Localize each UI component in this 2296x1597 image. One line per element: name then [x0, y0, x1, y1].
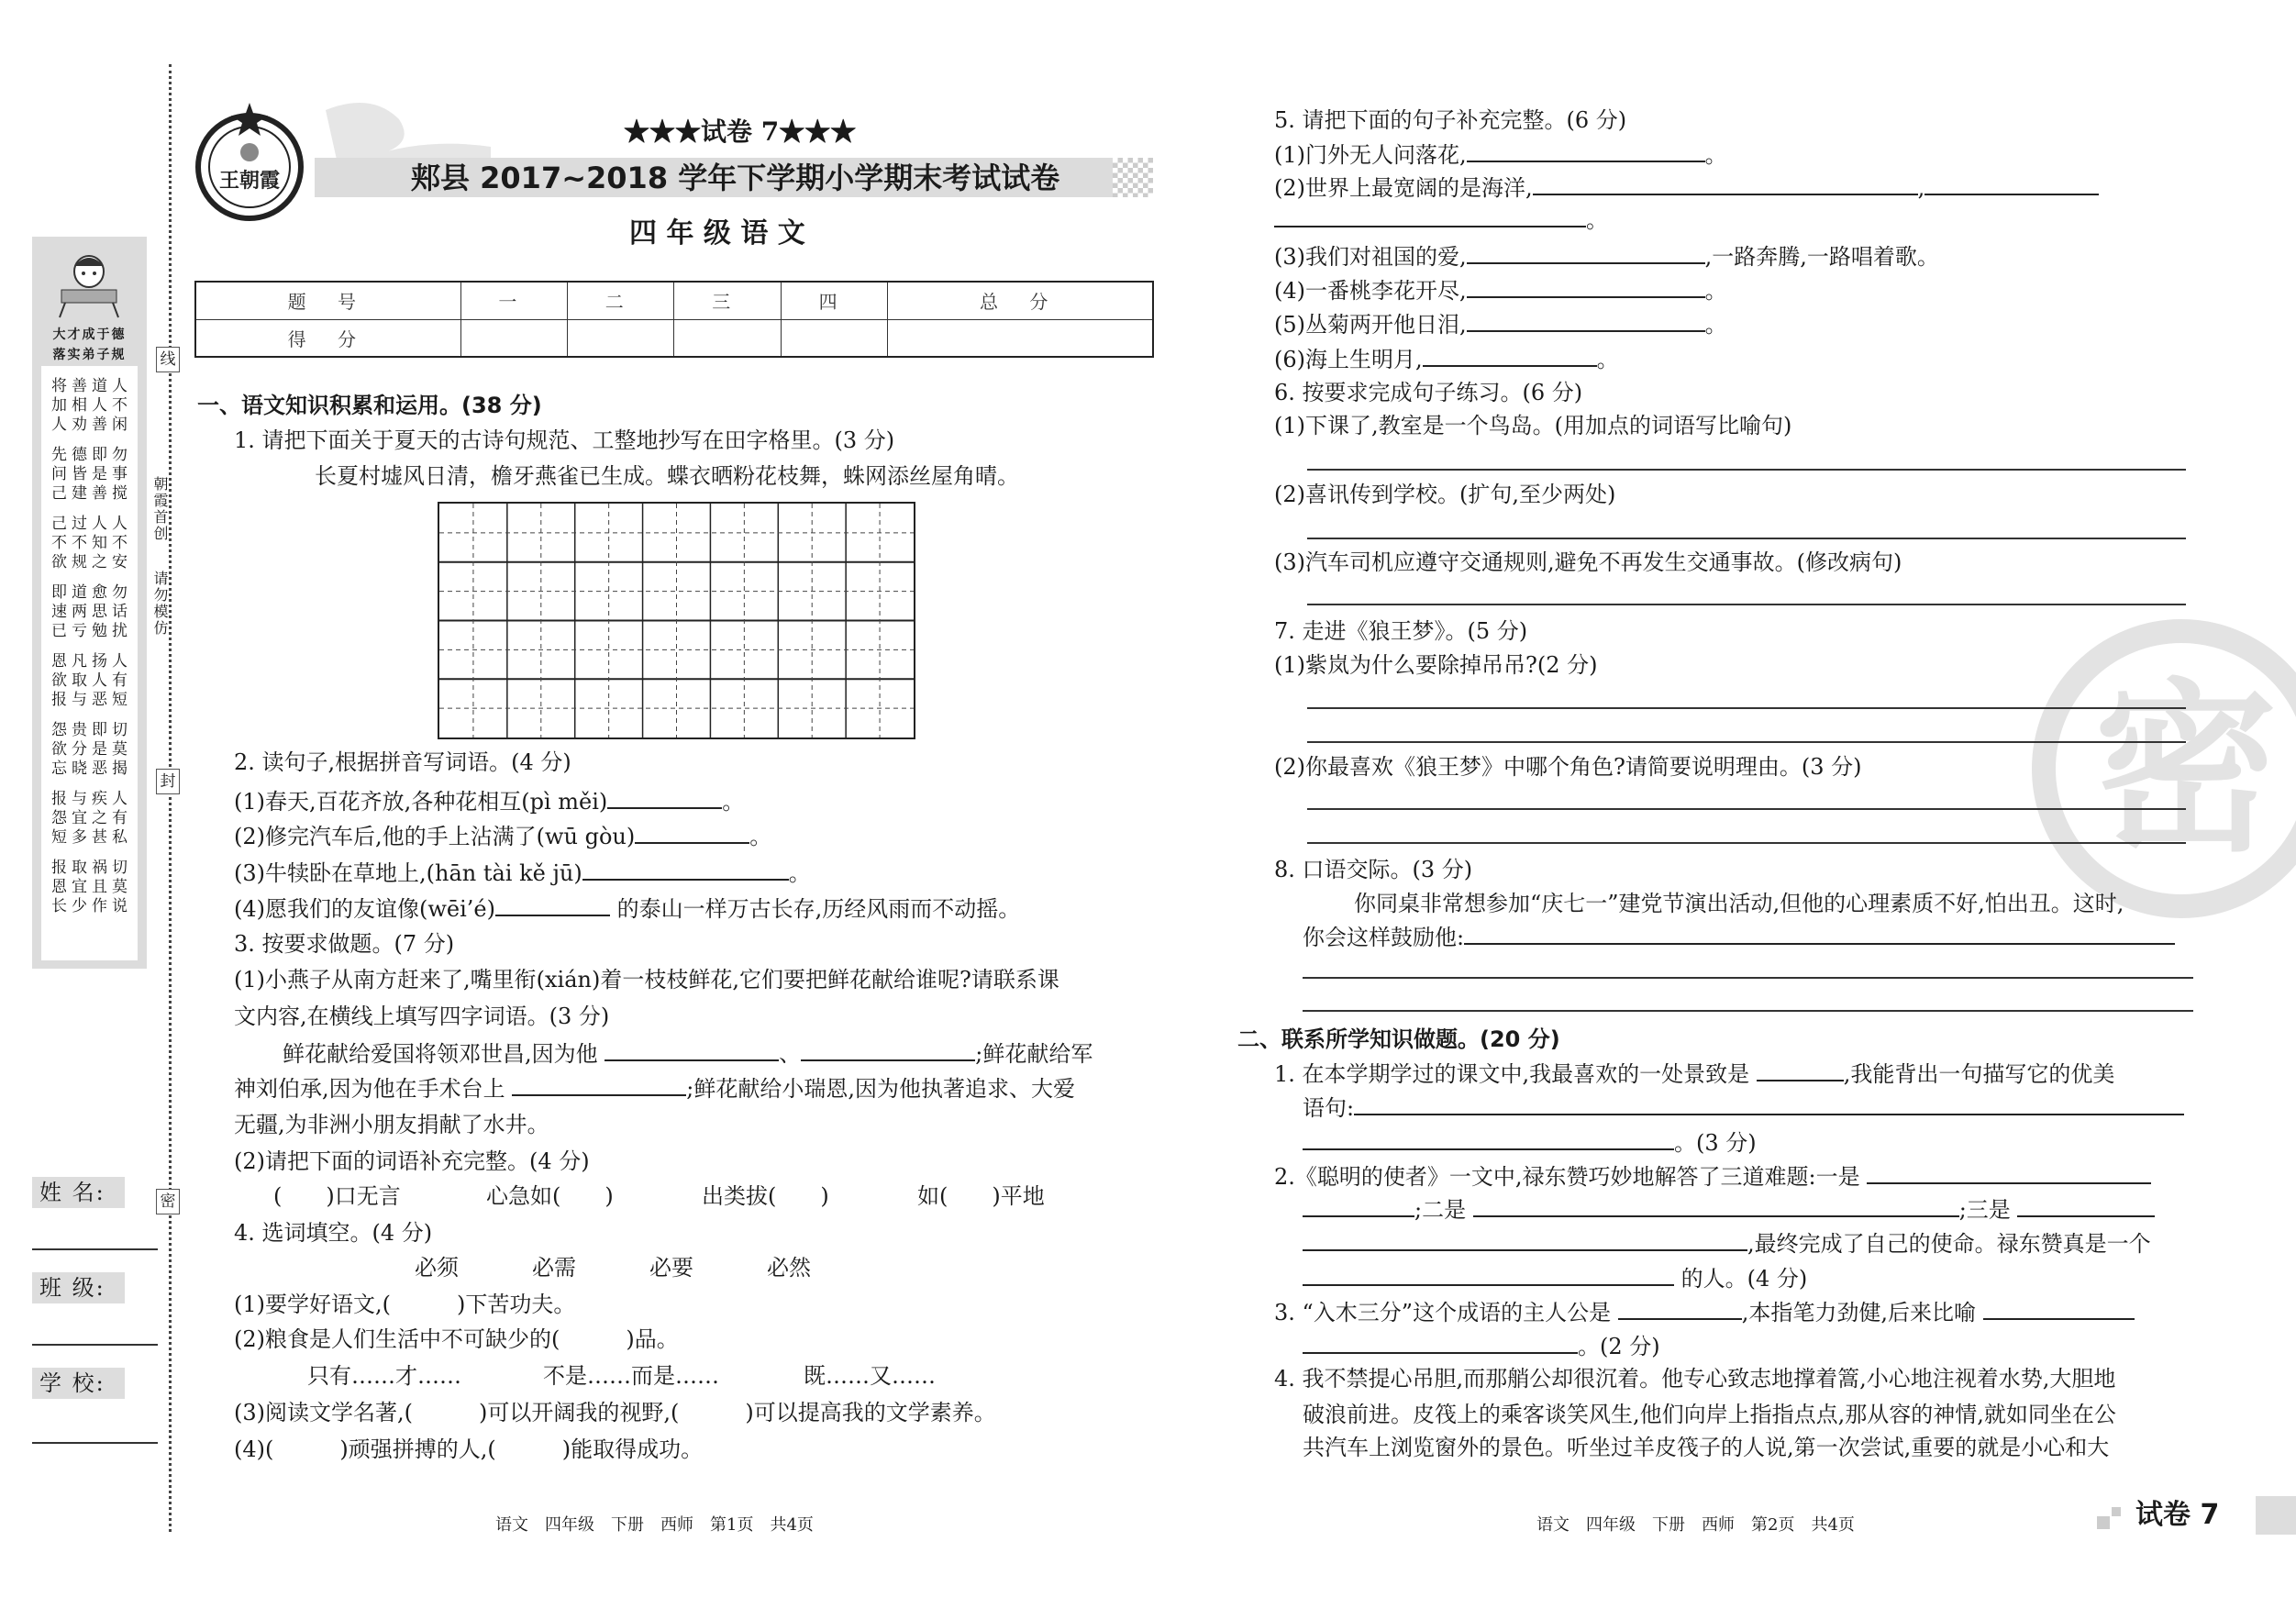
- q-text: (3)牛犊卧在草地上,(hān tài kě jū): [234, 860, 582, 886]
- q-text: ;鲜花献给小瑞恩,因为他执著追求、大爱: [686, 1076, 1075, 1102]
- answer-blank[interactable]: [582, 859, 789, 881]
- verse-row: 问皆是事: [51, 465, 132, 483]
- score-header-cell: 总 分: [888, 282, 1153, 319]
- section-2-q3-end: [1303, 1332, 1660, 1360]
- answer-line[interactable]: [1303, 977, 2193, 979]
- question-4-1: (1)要学好语文,( )下苦功夫。: [234, 1292, 576, 1317]
- table-row: [195, 319, 1153, 357]
- answer-line[interactable]: [1307, 538, 2186, 539]
- question-4-3: (3)阅读文学名著,( )可以开阔我的视野,( )可以提高我的文学素养。: [234, 1400, 996, 1425]
- answer-blank[interactable]: [1303, 1332, 1578, 1354]
- question-2-3: [234, 859, 811, 887]
- score-header-cell: 四: [781, 282, 887, 319]
- answer-blank[interactable]: [605, 1039, 779, 1061]
- section-2-q2-c: [1303, 1229, 2151, 1258]
- badge-square-decoration: [2112, 1507, 2121, 1516]
- answer-line[interactable]: [1307, 842, 2186, 844]
- score-cell[interactable]: [568, 319, 674, 357]
- verse-row: 怨贵即切: [51, 721, 132, 739]
- verse-row: 已亏勉扰: [51, 622, 132, 640]
- q-text: 。: [1704, 312, 1727, 338]
- section-2-q4-passage: 破浪前进。皮筏上的乘客谈笑风生,他们向岸上指指点点,那从容的神情,就如同坐在公: [1303, 1402, 2116, 1427]
- question-3-1-fill-c: 无疆,为非洲小朋友捐献了水井。: [234, 1112, 549, 1137]
- score-header-cell: 三: [674, 282, 781, 319]
- section-2-q2-d: [1303, 1264, 1807, 1292]
- question-3-2: (2)请把下面的词语补充完整。(4 分): [234, 1148, 590, 1174]
- q-text: 。(2 分): [1578, 1334, 1660, 1359]
- q-text: 。: [1596, 347, 1619, 372]
- verse-row: 报取祸切: [51, 859, 132, 877]
- watermark-seal: [2025, 613, 2296, 925]
- answer-blank[interactable]: [1757, 1059, 1844, 1081]
- verse-row: 怨宜之有: [51, 809, 132, 827]
- answer-line[interactable]: [1307, 808, 2186, 810]
- score-header-cell: 题 号: [195, 282, 460, 319]
- question-8: 8. 口语交际。(3 分): [1274, 857, 1473, 882]
- q-text: (2)修完汽车后,他的手上沾满了(wū gòu): [234, 824, 636, 849]
- q-text: ;二是: [1414, 1197, 1473, 1223]
- word-option: 必需: [532, 1255, 576, 1281]
- poem-text: 长夏村墟风日清，檐牙燕雀已生成。蝶衣晒粉花枝舞，蛛网添丝屋角晴。: [315, 463, 1019, 489]
- question-8-answer: [1303, 923, 2175, 951]
- verse-row: 人劝善闲: [51, 416, 132, 434]
- answer-blank[interactable]: [1983, 1298, 2135, 1320]
- q-text: ;三是: [1958, 1197, 2018, 1223]
- dizigui-verses: [41, 366, 138, 960]
- page-footer-2: 语文 四年级 下册 西师 第2页 共4页: [1536, 1515, 1855, 1535]
- answer-blank[interactable]: [1924, 173, 2099, 195]
- question-5-2-cont: [1274, 205, 1608, 234]
- q-text: 你会这样鼓励他:: [1303, 925, 1465, 950]
- question-4: 4. 选词填空。(4 分): [234, 1220, 433, 1246]
- q-text: 。: [1704, 278, 1727, 304]
- question-5-6: [1274, 345, 1619, 373]
- q-text: ,本指笔力劲健,后来比喻: [1741, 1300, 1983, 1325]
- word-option: 只有……才……: [307, 1363, 461, 1389]
- answer-blank[interactable]: [1533, 173, 1918, 195]
- q-text: 。: [749, 824, 772, 849]
- q-text: ;鲜花献给军: [975, 1041, 1093, 1067]
- answer-blank[interactable]: [635, 822, 749, 844]
- q-text: (5)丛菊两开他日泪,: [1274, 312, 1467, 338]
- question-7-2: (2)你最喜欢《狼王梦》中哪个角色?请简要说明理由。(3 分): [1274, 754, 1862, 780]
- verse-row: 己建善搅: [51, 484, 132, 503]
- badge-square-decoration: [2097, 1516, 2110, 1529]
- score-row-label: 得 分: [195, 319, 460, 357]
- q-text: (1)门外无人问落花,: [1274, 142, 1467, 168]
- answer-blank[interactable]: [1303, 1264, 1674, 1286]
- verse-row: 先德即勿: [51, 446, 132, 464]
- section-2-q4-passage: 共汽车上浏览窗外的景色。听坐过羊皮筏子的人说,第一次尝试,重要的就是小心和大: [1303, 1435, 2110, 1460]
- verse-row: 报与恶短: [51, 691, 132, 709]
- answer-blank[interactable]: [495, 894, 610, 916]
- section-2-q3: [1274, 1298, 2135, 1326]
- name-field[interactable]: [32, 1248, 158, 1250]
- q-text: (1)春天,百花齐放,各种花相互(pì měi): [234, 789, 608, 815]
- verse-row: 不不知不: [51, 534, 132, 552]
- verse-row: 欲分是莫: [51, 740, 132, 759]
- word-option: 必须: [415, 1255, 459, 1281]
- word-option: 不是……而是……: [543, 1363, 719, 1389]
- word-option: 必要: [649, 1255, 693, 1281]
- score-cell[interactable]: [674, 319, 781, 357]
- q-text: 的人。(4 分): [1674, 1266, 1808, 1292]
- answer-line[interactable]: [1303, 1010, 2193, 1012]
- sidebar-panel: [32, 237, 147, 969]
- idiom-blank-3[interactable]: 出类拔( ): [702, 1183, 829, 1209]
- answer-blank[interactable]: [1274, 205, 1586, 227]
- section-1-heading: 一、语文知识积累和运用。(38 分): [197, 393, 542, 418]
- idiom-blank-2[interactable]: 心急如( ): [486, 1183, 614, 1209]
- tianzige-writing-grid[interactable]: [438, 502, 915, 739]
- q-text: 。: [1704, 142, 1727, 168]
- question-3-1: (1)小燕子从南方赶来了,嘴里衔(xián)着一枝枝鲜花,它们要把鲜花献给谁呢?请联系课: [234, 967, 1059, 993]
- q-text: 。: [722, 789, 745, 815]
- q-text: ,一路奔腾,一路唱着歌。: [1704, 244, 1939, 270]
- q-text: 。: [788, 860, 811, 886]
- q-text: 鲜花献给爱国将领邓世昌,因为他: [283, 1041, 605, 1067]
- exam-title: 郏县 2017~2018 学年下学期小学期末考试试卷: [411, 161, 1060, 195]
- question-3-1-cont: 文内容,在横线上填写四字词语。(3 分): [234, 1004, 610, 1029]
- q-text: 1. 在本学期学过的课文中,我最喜欢的一处景致是: [1274, 1061, 1757, 1087]
- name-label: 姓 名:: [32, 1177, 125, 1208]
- verse-row: 忘晓恶揭: [51, 760, 132, 778]
- answer-blank[interactable]: [1467, 242, 1705, 264]
- answer-blank[interactable]: [1618, 1298, 1742, 1320]
- verse-row: 己过人人: [51, 515, 132, 533]
- question-1: 1. 请把下面关于夏天的古诗句规范、工整地抄写在田字格里。(3 分): [234, 427, 895, 453]
- verse-row: 即道愈勿: [51, 583, 132, 602]
- q-text: (4)愿我们的友谊像(wēi’é): [234, 896, 495, 922]
- class-field[interactable]: [32, 1344, 158, 1346]
- question-7-1: (1)紫岚为什么要除掉吊吊?(2 分): [1274, 652, 1598, 678]
- seal-marker-seal: 封: [156, 769, 180, 794]
- answer-line[interactable]: [1307, 604, 2186, 605]
- answer-blank[interactable]: [512, 1074, 686, 1096]
- answer-blank[interactable]: [2017, 1195, 2155, 1217]
- answer-blank[interactable]: [1467, 310, 1705, 332]
- q-text: 的泰山一样万古长存,历经风雨而不动摇。: [609, 896, 1021, 922]
- question-5-3: [1274, 242, 1939, 271]
- q-text: ,最终完成了自己的使命。禄东赞真是一个: [1747, 1231, 2151, 1257]
- q-text: (4)一番桃李花开尽,: [1274, 278, 1467, 304]
- question-5-2: [1274, 173, 2099, 202]
- question-5-5: [1274, 310, 1727, 338]
- question-3: 3. 按要求做题。(7 分): [234, 931, 455, 957]
- q-text: ,我能背出一句描写它的优美: [1843, 1061, 2115, 1087]
- verse-row: 速两思话: [51, 603, 132, 621]
- class-label: 班 级:: [32, 1272, 125, 1303]
- question-2-2: [234, 822, 771, 850]
- question-5-1: [1274, 140, 1727, 169]
- score-table: [194, 281, 1154, 358]
- section-2-q2-b: [1303, 1195, 2155, 1224]
- grid-lines: [439, 504, 914, 738]
- answer-blank[interactable]: [607, 787, 722, 809]
- verse-row: 报与疾人: [51, 790, 132, 808]
- answer-line[interactable]: [1307, 741, 2186, 743]
- q-text: 2.《聪明的使者》一文中,禄东赞巧妙地解答了三道难题:一是: [1274, 1164, 1868, 1190]
- verse-row: 将善道人: [51, 377, 132, 395]
- question-8-prompt: 你同桌非常想参加“庆七一”建党节演出活动,但他的心理素质不好,怕出丑。这时,: [1354, 891, 2124, 916]
- answer-blank[interactable]: [1467, 276, 1705, 298]
- q-text: ,: [1917, 175, 1925, 201]
- verse-row: 欲取人有: [51, 671, 132, 690]
- section-2-heading: 二、联系所学知识做题。(20 分): [1237, 1026, 1560, 1052]
- answer-blank[interactable]: [1423, 345, 1597, 367]
- q-text: 3. “入木三分”这个成语的主人公是: [1274, 1300, 1618, 1325]
- question-6: 6. 按要求完成句子练习。(6 分): [1274, 380, 1583, 405]
- question-5: 5. 请把下面的句子补充完整。(6 分): [1274, 107, 1627, 133]
- notice-no-copy: 请勿模仿: [151, 571, 169, 637]
- word-option: 必然: [767, 1255, 811, 1281]
- verse-row: 长少作说: [51, 897, 132, 915]
- score-header-cell: 二: [568, 282, 674, 319]
- question-6-2: (2)喜讯传到学校。(扩句,至少两处): [1274, 482, 1616, 507]
- score-header-cell: 一: [460, 282, 567, 319]
- question-4-4: (4)( )顽强拼搏的人,( )能取得成功。: [234, 1436, 704, 1462]
- checker-decoration: [1113, 158, 1153, 197]
- watermark-text: 密: [2093, 663, 2279, 877]
- verse-row: 加相人不: [51, 396, 132, 415]
- q-text: 、: [779, 1041, 802, 1067]
- verse-row: 恩宜且莫: [51, 878, 132, 896]
- score-cell[interactable]: [781, 319, 887, 357]
- motto-line-1: 大才成于德: [52, 327, 127, 342]
- answer-blank[interactable]: [1303, 1195, 1414, 1217]
- seal-marker-secret: 密: [156, 1189, 180, 1214]
- question-7: 7. 走进《狼王梦》。(5 分): [1274, 618, 1528, 644]
- question-2-4: [234, 894, 1020, 923]
- subject-title: 四 年 级 语 文: [629, 217, 805, 250]
- paper-badge-text: 试卷 7: [2135, 1499, 2220, 1531]
- answer-blank[interactable]: [1303, 1128, 1674, 1150]
- school-label: 学 校:: [32, 1368, 125, 1399]
- answer-blank[interactable]: [1867, 1162, 2151, 1184]
- question-2-1: [234, 787, 744, 815]
- paper-number: ★★★试卷 7★★★: [624, 116, 857, 147]
- q-text: (6)海上生明月,: [1274, 347, 1423, 372]
- question-2: 2. 读句子,根据拼音写词语。(4 分): [234, 749, 571, 775]
- student-reading-icon: [52, 246, 126, 319]
- q-text: (2)世界上最宽阔的是海洋,: [1274, 175, 1533, 201]
- q-text: 语句:: [1303, 1095, 1355, 1121]
- section-2-q1-cont: [1303, 1093, 2184, 1122]
- score-cell[interactable]: [460, 319, 567, 357]
- table-row: [195, 282, 1153, 319]
- paper-badge: [2093, 1496, 2296, 1535]
- logo-text: 王朝霞: [218, 169, 281, 193]
- verse-row: 欲规之安: [51, 553, 132, 571]
- section-2-q4-passage: 4. 我不禁提心吊胆,而那艄公却很沉着。他专心致志地撑着篙,小心地注视着水势,大胆地: [1274, 1366, 2116, 1392]
- page-footer-1: 语文 四年级 下册 西师 第1页 共4页: [495, 1515, 814, 1535]
- seal-marker-line: 线: [156, 347, 180, 372]
- answer-blank[interactable]: [1354, 1093, 2184, 1115]
- fold-line: [169, 64, 172, 1532]
- notice-original: 朝霞首创: [151, 476, 169, 542]
- motto-line-2: 落实弟子规: [52, 348, 127, 362]
- score-cell[interactable]: [888, 319, 1153, 357]
- school-field[interactable]: [32, 1442, 158, 1444]
- word-option: 既……又……: [804, 1363, 936, 1389]
- answer-blank[interactable]: [1467, 140, 1705, 162]
- section-2-q1: [1274, 1059, 2114, 1088]
- question-3-1-fill-b: [234, 1074, 1075, 1103]
- answer-blank[interactable]: [1473, 1195, 1959, 1217]
- q-text: (3)我们对祖国的爱,: [1274, 244, 1467, 270]
- section-2-q2: [1274, 1162, 2151, 1191]
- q-text: 神刘伯承,因为他在手术台上: [234, 1076, 513, 1102]
- section-2-q1-end: [1303, 1128, 1757, 1157]
- question-6-3: (3)汽车司机应遵守交通规则,避免不再发生交通事故。(修改病句): [1274, 549, 1902, 575]
- question-3-1-fill-a: [283, 1039, 1093, 1068]
- logo-seal: [193, 101, 306, 229]
- q-text: 。(3 分): [1674, 1130, 1757, 1156]
- q-text: 。: [1586, 207, 1608, 233]
- idiom-blank-4[interactable]: 如( )平地: [917, 1183, 1045, 1209]
- answer-line[interactable]: [1307, 469, 2186, 471]
- answer-blank[interactable]: [1303, 1229, 1747, 1251]
- verse-row: 短多甚私: [51, 828, 132, 847]
- answer-line[interactable]: [1307, 707, 2186, 709]
- verse-row: 恩凡扬人: [51, 652, 132, 671]
- answer-blank[interactable]: [1464, 923, 2175, 945]
- question-4-2: (2)粮食是人们生活中不可缺少的( )品。: [234, 1326, 679, 1352]
- answer-blank[interactable]: [801, 1039, 975, 1061]
- question-5-4: [1274, 276, 1727, 305]
- idiom-blank-1[interactable]: ( )口无言: [273, 1183, 401, 1209]
- question-6-1: (1)下课了,教室是一个鸟岛。(用加点的词语写比喻句): [1274, 413, 1792, 438]
